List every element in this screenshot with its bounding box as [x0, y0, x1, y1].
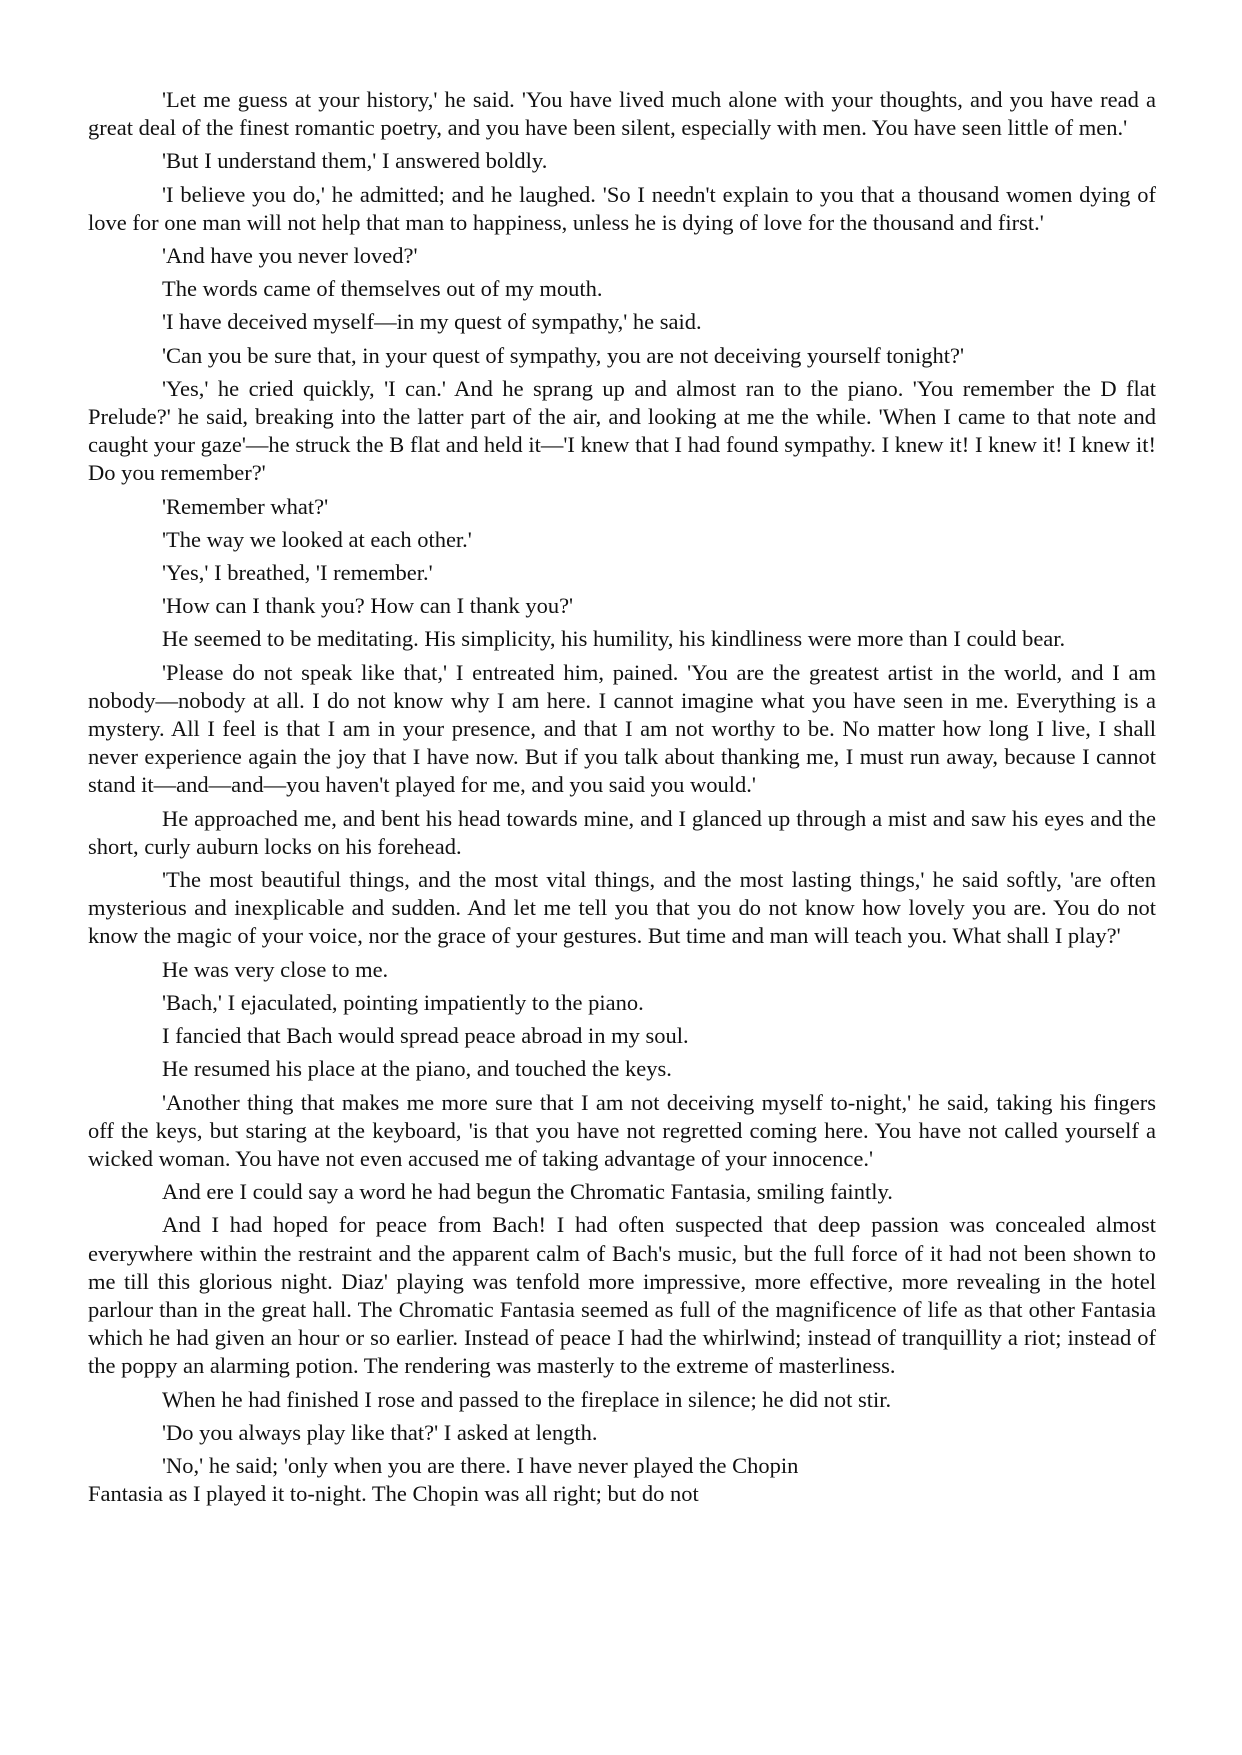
paragraph: The words came of themselves out of my mouth.: [162, 276, 603, 302]
paragraph: 'Yes,' I breathed, 'I remember.': [162, 560, 433, 586]
paragraph: 'Another thing that makes me more sure that I am not deceiving myself to-night,' he said, taking his fingers off the keys, but staring at the keyboard, 'is that you have not regretted coming here. You have not called yourself a wicked woman. You have not even accused me of taking advantage of your innocence.': [88, 1089, 1156, 1171]
paragraph: 'Yes,' he cried quickly, 'I can.' And he sprang up and almost ran to the piano. 'You remember the D flat Prelude?' he said, breaking into the latter part of the air, and looking at me the while. 'When I came to that note and caught your gaze'—he struck the B flat and held it—'I knew that I had found sympathy. I knew it! I knew it! I knew it! Do you remember?': [88, 375, 1156, 486]
paragraph: 'The way we looked at each other.': [162, 526, 472, 552]
paragraph: When he had finished I rose and passed to the fireplace in silence; he did not stir.: [162, 1386, 892, 1412]
paragraph: 'I believe you do,' he admitted; and he laughed. 'So I needn't explain to you that a thousand women dying of love for one man will not help that man to happiness, unless he is dying of love for the thousand and first.': [88, 181, 1156, 235]
paragraph-continuation: Fantasia as I played it to-night. The Chopin was all right; but do not: [88, 1481, 699, 1507]
paragraph: He approached me, and bent his head towards mine, and I glanced up through a mist and saw his eyes and the short, curly auburn locks on his forehead.: [88, 805, 1156, 859]
document-page: [88, 86, 1156, 1513]
paragraph: He seemed to be meditating. His simplicity, his humility, his kindliness were more than I could bear.: [162, 626, 1066, 652]
paragraph: 'And have you never loved?': [162, 243, 418, 269]
paragraph: 'No,' he said; 'only when you are there. I have never played the Chopin: [162, 1452, 799, 1478]
paragraph: 'Please do not speak like that,' I entreated him, pained. 'You are the greatest artist in the world, and I am nobody—nobody at all. I do not know why I am here. I cannot imagine what you have seen in me. Everything is a mystery. All I feel is that I am in your presence, and that I am not worthy to be. No matter how long I live, I shall never experience again the joy that I have now. But if you talk about thanking me, I must run away, because I cannot stand it—and—and—you haven't played for me, and you said you would.': [88, 659, 1156, 798]
paragraph: 'The most beautiful things, and the most vital things, and the most lasting things,' he said softly, 'are often mysterious and inexplicable and sudden. And let me tell you that you do not know how lovely you are. You do not know the magic of your voice, nor the grace of your gestures. But time and man will teach you. What shall I play?': [88, 867, 1156, 949]
paragraph: He was very close to me.: [162, 956, 389, 982]
paragraph: I fancied that Bach would spread peace abroad in my soul.: [162, 1023, 689, 1049]
paragraph: And I had hoped for peace from Bach! I had often suspected that deep passion was concealed almost everywhere within the restraint and the apparent calm of Bach's music, but the full force of it had not been shown to me till this glorious night. Diaz' playing was tenfold more impressive, more effective, more revealing in the hotel parlour than in the great hall. The Chromatic Fantasia seemed as full of the magnificence of life as that other Fantasia which he had given an hour or so earlier. Instead of peace I had the whirlwind; instead of tranquillity a riot; instead of the poppy an alarming potion. The rendering was masterly to the extreme of masterliness.: [88, 1212, 1156, 1379]
paragraph: 'Let me guess at your history,' he said. 'You have lived much alone with your thoughts, and you have read a great deal of the finest romantic poetry, and you have been silent, especially with men. You have seen little of men.': [88, 87, 1156, 141]
paragraph: 'I have deceived myself—in my quest of sympathy,' he said.: [162, 309, 702, 335]
paragraph: 'Can you be sure that, in your quest of sympathy, you are not deceiving yourself tonight?': [162, 342, 965, 368]
paragraph: 'Remember what?': [162, 493, 329, 519]
paragraph: He resumed his place at the piano, and touched the keys.: [162, 1056, 672, 1082]
paragraph: 'But I understand them,' I answered boldly.: [162, 148, 548, 174]
paragraph: And ere I could say a word he had begun the Chromatic Fantasia, smiling faintly.: [162, 1179, 893, 1205]
paragraph: 'How can I thank you? How can I thank you?': [162, 593, 574, 619]
paragraph: 'Bach,' I ejaculated, pointing impatiently to the piano.: [162, 989, 644, 1015]
paragraph: 'Do you always play like that?' I asked at length.: [162, 1419, 598, 1445]
